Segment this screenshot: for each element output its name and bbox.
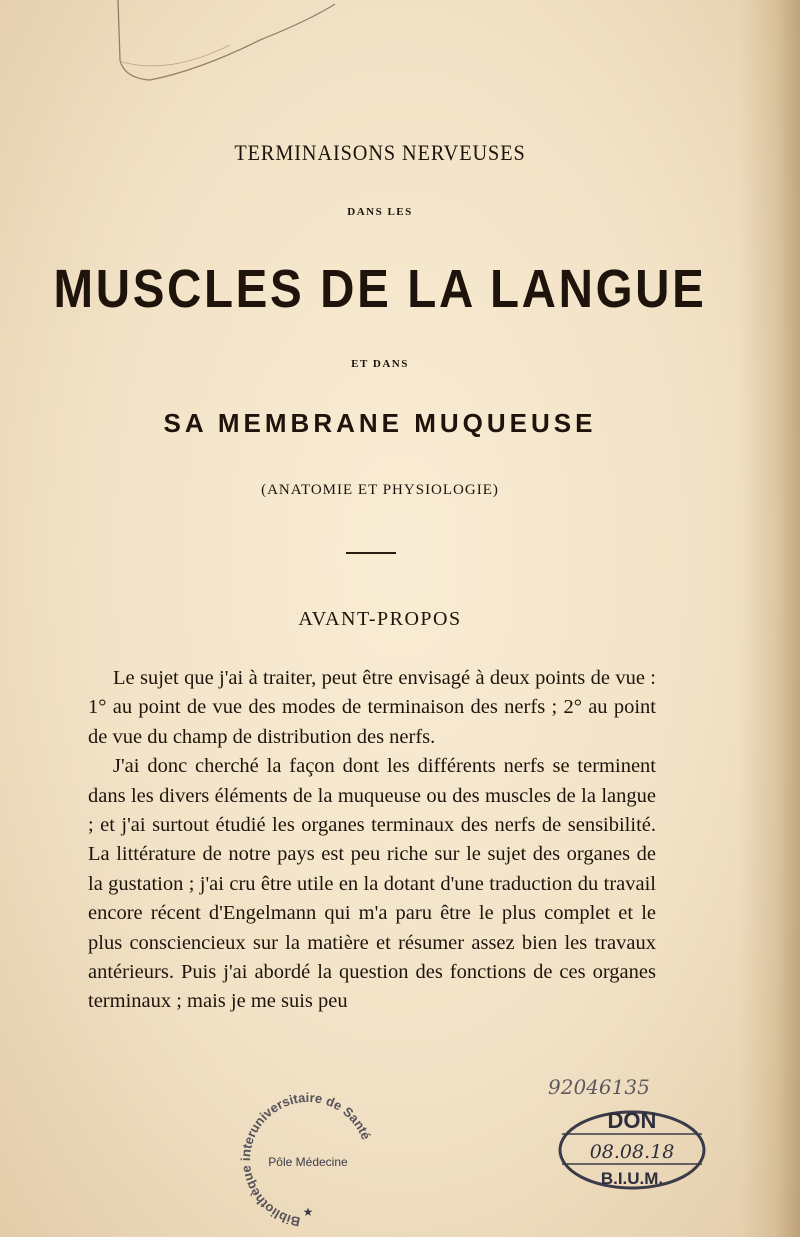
title-line-terminaisons: TERMINAISONS NERVEUSES: [234, 140, 526, 165]
stamp-center-text: Pôle Médecine: [268, 1155, 348, 1169]
library-stamp: [228, 1086, 388, 1236]
don-institution: B.I.U.M.: [600, 1169, 664, 1188]
title-divider: [346, 552, 396, 554]
don-stamp: [540, 1072, 715, 1192]
don-date: 08.08.18: [589, 1141, 675, 1163]
title-line-membrane: SA MEMBRANE MUQUEUSE: [163, 408, 597, 438]
title-line-muscles: MUSCLES DE LA LANGUE: [53, 259, 707, 319]
paper-fold-mark: [110, 0, 340, 85]
title-line-anatomie: (ANATOMIE ET PHYSIOLOGIE): [261, 482, 499, 498]
title-line-et-dans: ET DANS: [351, 358, 409, 370]
body-text: [88, 664, 656, 1017]
star-icon: ★: [302, 1205, 314, 1219]
title-line-dans-les: DANS LES: [347, 206, 413, 218]
paragraph: Le sujet que j'ai à traiter, peut être envisagé à deux points de vue : 1° au point de vue des modes de terminaison des nerfs ; 2° au point de vue du champ de distribution des nerfs.: [88, 667, 656, 748]
paragraph: J'ai donc cherché la façon dont les différents nerfs se terminent dans les divers éléments de la muqueuse ou des muscles de la langue ; et j'ai surtout étudié les organes terminaux des nerfs de sensibilité. La littérature de notre pays est peu riche sur le sujet des organes de la gustation ; j'ai cru être utile en la dotant d'une traduction du travail encore récent d'Engelmann qui m'a paru être le plus complet et le plus consciencieux sur la matière et résumer assez bien les travaux antérieurs. Puis j'ai abordé la question des fonctions de ces organes terminaux ; mais je me suis peu: [88, 755, 656, 1013]
stamp-ring-text: Bibliothèque interuniversitaire de Santé: [238, 1089, 374, 1230]
don-label: DON: [607, 1108, 657, 1133]
section-heading: AVANT-PROPOS: [298, 608, 462, 630]
handwritten-number: 92046135: [548, 1075, 650, 1099]
